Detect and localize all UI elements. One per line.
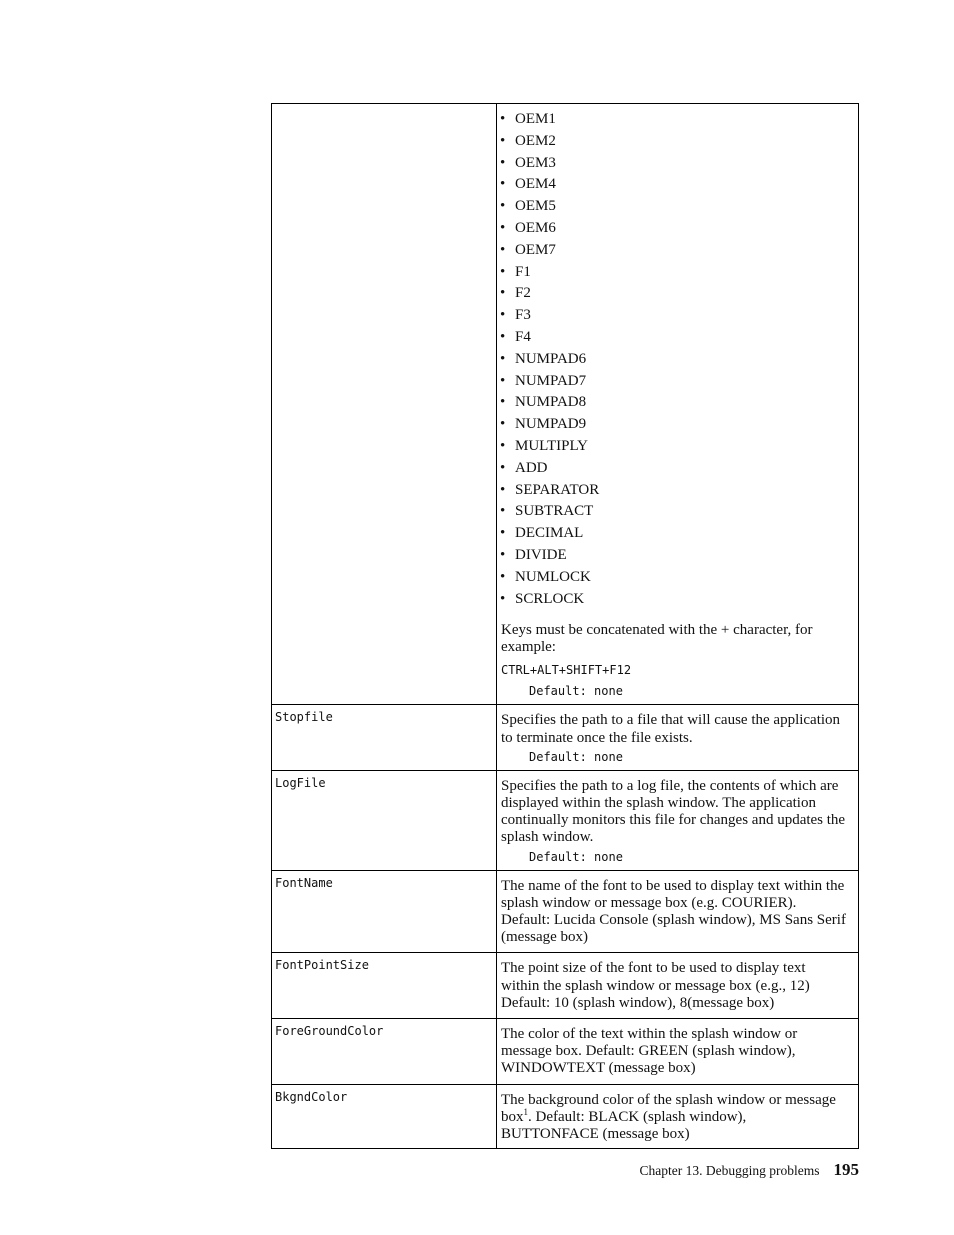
bullet-icon: •	[500, 263, 506, 280]
bullet-icon: •	[500, 481, 506, 498]
list-item	[500, 174, 846, 196]
bullet-icon: •	[500, 503, 506, 520]
list-item	[500, 436, 846, 458]
key-name: F3	[515, 307, 531, 324]
key-name: OEM4	[515, 176, 556, 193]
page-footer	[640, 1160, 859, 1180]
list-item	[500, 458, 846, 480]
key-name: OEM1	[515, 111, 556, 127]
default-value: Default: none	[529, 749, 623, 764]
list-item	[500, 392, 846, 414]
default-value: Default: none	[529, 684, 623, 699]
parameter-description: The name of the font to be used to display text within the splash window or message box (e.g. COURIER). Default: Lucida Console (splash window), MS Sans Serif (message box)	[501, 877, 846, 946]
key-name: NUMPAD6	[515, 350, 587, 367]
parameter-description: The point size of the font to be used to display text within the splash window or message box (e.g., 12) Default: 10 (splash window), 8(message box)	[501, 960, 810, 1011]
table-row	[272, 705, 859, 770]
bullet-icon: •	[500, 111, 506, 127]
list-item	[500, 414, 846, 436]
bullet-icon: •	[500, 350, 506, 367]
chapter-title: Chapter 13. Debugging problems	[639, 1163, 820, 1178]
list-item	[500, 545, 846, 567]
key-name: MULTIPLY	[515, 437, 588, 454]
list-item	[500, 589, 846, 611]
parameter-name: FontPointSize	[275, 958, 369, 973]
parameter-description: Specifies the path to a log file, the contents of which are displayed within the splash window. The application continually monitors this file for changes and updates the splash window.	[501, 777, 846, 846]
bullet-icon: •	[500, 525, 506, 542]
key-name: OEM2	[515, 132, 556, 149]
key-name: NUMPAD8	[515, 394, 587, 411]
keys-note: Keys must be concatenated with the + character, for example:	[501, 622, 813, 656]
parameter-name: ForeGroundColor	[275, 1023, 384, 1038]
key-name: OEM6	[515, 219, 556, 236]
bullet-icon: •	[500, 437, 506, 454]
table-row	[272, 870, 859, 953]
bullet-icon: •	[500, 328, 506, 345]
list-item	[500, 196, 846, 218]
key-name: F2	[515, 285, 531, 302]
parameter-name: FontName	[275, 875, 333, 890]
key-name: NUMPAD7	[515, 372, 587, 389]
parameter-name: LogFile	[275, 775, 326, 790]
key-name: F1	[515, 263, 531, 280]
key-name: SEPARATOR	[515, 481, 600, 498]
parameter-description: Specifies the path to a file that will cause the application to terminate once the file exists.	[501, 712, 841, 746]
key-name: NUMPAD9	[515, 416, 587, 433]
table-row	[272, 104, 859, 705]
parameter-name: BkgndColor	[275, 1089, 348, 1104]
list-item	[500, 567, 846, 589]
bullet-icon: •	[500, 285, 506, 302]
list-item	[500, 305, 846, 327]
description-text: . Default: BLACK (splash window), BUTTONFACE (message box)	[501, 1108, 747, 1142]
bullet-icon: •	[500, 459, 506, 476]
bullet-icon: •	[500, 154, 506, 171]
list-item	[500, 283, 846, 305]
bullet-icon: •	[500, 590, 506, 607]
key-name: F4	[515, 328, 531, 345]
list-item	[500, 218, 846, 240]
bullet-icon: •	[500, 198, 506, 215]
parameter-name-cell	[272, 104, 497, 705]
bullet-icon: •	[500, 241, 506, 258]
key-list	[501, 109, 846, 610]
parameter-name: Stopfile	[275, 710, 333, 725]
example-code: CTRL+ALT+SHIFT+F12	[501, 663, 632, 678]
table-row	[272, 1084, 859, 1149]
footnote-ref: 1	[523, 1106, 528, 1117]
bullet-icon: •	[500, 176, 506, 193]
bullet-icon: •	[500, 546, 506, 563]
list-item	[500, 153, 846, 175]
parameter-table	[271, 103, 859, 1149]
parameter-description	[501, 1092, 846, 1144]
key-name: ADD	[515, 459, 548, 476]
list-item	[500, 240, 846, 262]
bullet-icon: •	[500, 568, 506, 585]
table-row	[272, 953, 859, 1019]
description-text: The background color of the splash window or message box	[501, 1091, 836, 1125]
list-item	[500, 262, 846, 284]
bullet-icon: •	[500, 416, 506, 433]
key-name: OEM7	[515, 241, 556, 258]
list-item	[500, 523, 846, 545]
page-number: 195	[833, 1160, 859, 1179]
bullet-icon: •	[500, 219, 506, 236]
key-name: SUBTRACT	[515, 503, 594, 520]
bullet-icon: •	[500, 307, 506, 324]
key-name: NUMLOCK	[515, 568, 591, 585]
list-item	[500, 327, 846, 349]
key-name: OEM5	[515, 198, 556, 215]
table-row	[272, 1018, 859, 1084]
parameter-description: The color of the text within the splash window or message box. Default: GREEN (splash window), WINDOWTEXT (message box)	[501, 1025, 798, 1077]
list-item	[500, 501, 846, 523]
bullet-icon: •	[500, 132, 506, 149]
key-name: SCRLOCK	[515, 590, 585, 607]
bullet-icon: •	[500, 394, 506, 411]
list-item	[500, 349, 846, 371]
key-name: DIVIDE	[515, 546, 567, 563]
key-name: DECIMAL	[515, 525, 584, 542]
list-item	[500, 109, 846, 131]
key-name: OEM3	[515, 154, 556, 171]
table-row	[272, 770, 859, 870]
list-item	[500, 131, 846, 153]
list-item	[500, 371, 846, 393]
list-item	[500, 480, 846, 502]
parameter-description-cell	[497, 104, 859, 705]
bullet-icon: •	[500, 372, 506, 389]
default-value: Default: none	[529, 849, 623, 864]
